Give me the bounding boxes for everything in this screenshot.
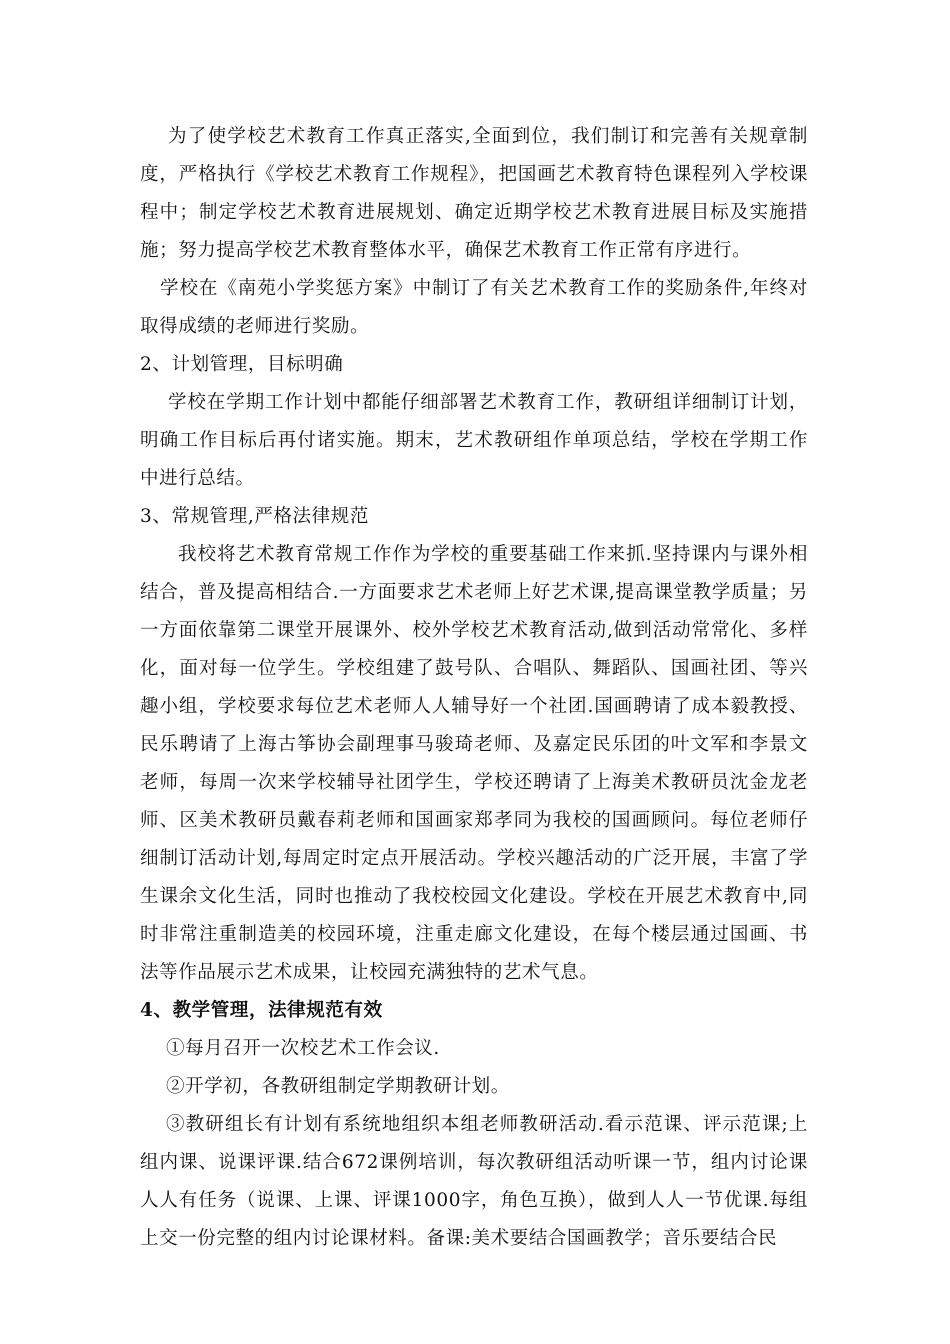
paragraph-regulations: 为了使学校艺术教育工作真正落实,全面到位，我们制订和完善有关规章制度，严格执行《学校艺术教育工作规程》，把国画艺术教育特色课程列入学校课程中；制定学校艺术教育进展规划、确定近期学校艺术教育进展目标及实施措施；努力提高学校艺术教育整体水平，确保艺术教育工作正常有序进行。 (140, 126, 808, 261)
heading-routine-management: 3、常规管理,严格法律规范 (140, 506, 369, 527)
list-item-term-plan: ②开学初，各教研组制定学期教研计划。 (166, 1076, 510, 1097)
paragraph-routine-management: 我校将艺术教育常规工作作为学校的重要基础工作来抓.坚持课内与课外相结合，普及提高相结合.一方面要求艺术老师上好艺术课,提高课堂教学质量；另一方面依靠第二课堂开展课外、校外学校艺术教育活动,做到活动常常化、多样化，面对每一位学生。学校组建了鼓号队、合唱队、舞蹈队、国画社团、等兴趣小组，学校要求每位艺术老师人人辅导好一个社团.国画聘请了成本毅教授、民乐聘请了上海古筝协会副理事马骏琦老师、及嘉定民乐团的叶文军和李景文老师，每周一次来学校辅导社团学生，学校还聘请了上海美术教研员沈金龙老师、区美术教研员戴春莉老师和国画家郑孝同为我校的国画顾问。每位老师仔细制订活动计划,每周定时定点开展活动。学校兴趣活动的广泛开展，丰富了学生课余文化生活，同时也推动了我校校园文化建设。学校在开展艺术教育中,同时非常注重制造美的校园环境，注重走廊文化建设，在每个楼层通过国画、书法等作品展示艺术成果，让校园充满独特的艺术气息。 (140, 544, 808, 983)
paragraph-rewards: 学校在《南苑小学奖惩方案》中制订了有关艺术教育工作的奖励条件,年终对取得成绩的老师进行奖励。 (140, 278, 808, 337)
document-body (140, 118, 808, 1258)
list-item-research-activities: ③教研组长有计划有系统地组织本组老师教研活动.看示范课、评示范课;上组内课、说课评课.结合672课例培训，每次教研组活动听课一节，组内讨论课人人有任务（说课、上课、评课1000字，角色互换），做到人人一节优课.每组上交一份完整的组内讨论课材料。备课:美术要结合国画教学；音乐要结合民 (140, 1114, 808, 1249)
heading-plan-management: 2、计划管理，目标明确 (140, 354, 344, 375)
paragraph-plan-management: 学校在学期工作计划中都能仔细部署艺术教育工作，教研组详细制订计划，明确工作目标后再付诸实施。期末，艺术教研组作单项总结，学校在学期工作中进行总结。 (140, 392, 808, 489)
list-item-monthly-meeting: ①每月召开一次校艺术工作会议. (166, 1038, 440, 1059)
heading-teaching-management: 4、教学管理，法律规范有效 (140, 1000, 383, 1021)
